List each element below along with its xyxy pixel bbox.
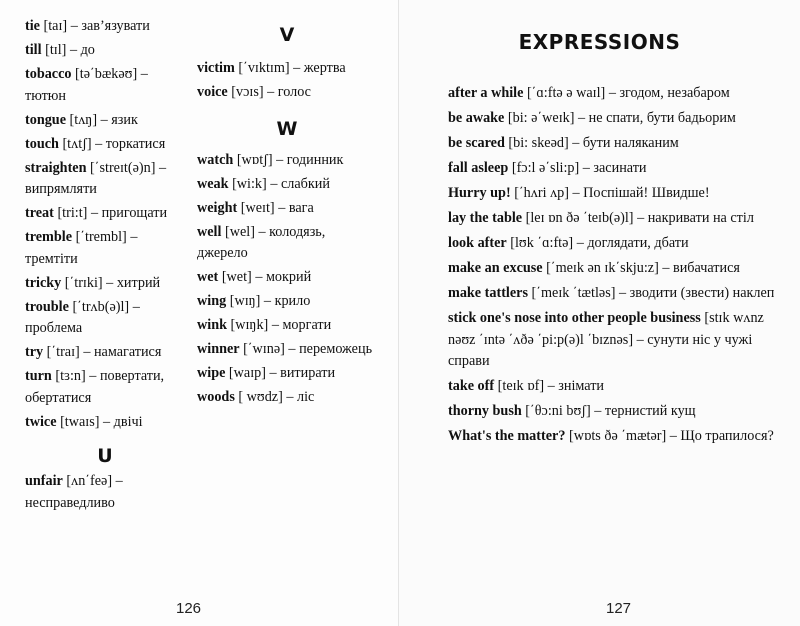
dictionary-entry — [448, 208, 783, 230]
entry-translation: – тютюн — [25, 66, 148, 104]
entry-headword: tricky — [25, 274, 62, 291]
dictionary-entry — [25, 40, 185, 62]
entry-transcription: [΄meɪk ən ɪk΄skju:z] — [546, 260, 659, 276]
entry-transcription: [΄traɪ] — [46, 344, 80, 360]
entry-headword: wet — [197, 269, 219, 285]
dictionary-entry — [25, 227, 185, 270]
entry-transcription: [leɪ ɒn ðə ΄teɪb(ə)l] — [525, 210, 634, 226]
entry-headword: tobacco — [25, 66, 72, 82]
entry-translation: – переможець — [284, 341, 373, 357]
entry-headword: stick one's nose into other people business — [448, 310, 701, 326]
entry-translation: – до — [66, 42, 95, 58]
entry-headword: voice — [197, 84, 228, 100]
entry-transcription: [tʌtʃ] — [62, 135, 92, 152]
entry-headword: twice — [25, 413, 57, 430]
dictionary-entry — [25, 134, 185, 156]
entry-transcription: [teɪk ɒf] — [497, 378, 545, 394]
entry-transcription: [stɪk wʌnz nəʊz ΄ɪntə ΄ʌðə ΄pi:p(ə)l ΄bɪznəs] — [448, 310, 764, 348]
dictionary-list-t — [25, 16, 185, 433]
entry-translation: – несправедливо — [25, 473, 123, 511]
entry-translation: – пригощати — [87, 205, 168, 221]
expressions-list — [448, 83, 783, 448]
entry-transcription: [΄meɪk ΄tætləs] — [531, 285, 616, 301]
entry-translation: – вибачатися — [658, 260, 740, 276]
entry-translation: – проблема — [25, 298, 140, 336]
dictionary-entry — [448, 258, 783, 280]
entry-headword: winner — [197, 341, 240, 357]
entry-transcription: [΄ɑ:ftə ə waɪl] — [526, 85, 606, 101]
entry-translation: – повертати, обертатися — [25, 368, 165, 406]
entry-headword: take off — [448, 378, 495, 394]
entry-translation: – випрямляти — [25, 159, 167, 197]
entry-transcription: [vɔɪs] — [231, 84, 264, 100]
entry-headword: Hurry up! — [448, 185, 511, 201]
entry-translation: – не спати, бути бадьорим — [574, 110, 736, 126]
entry-transcription: [tri:t] — [57, 205, 88, 221]
dictionary-entry — [25, 64, 185, 107]
entry-headword: wink — [197, 317, 227, 333]
entry-transcription: [tʌŋ] — [69, 111, 98, 128]
dictionary-entry — [25, 342, 185, 364]
entry-headword: after a while — [448, 85, 524, 101]
dictionary-entry — [25, 203, 185, 225]
entry-transcription: [waɪp] — [228, 365, 266, 381]
dictionary-list-u — [25, 471, 185, 514]
entry-headword: wing — [197, 293, 227, 309]
page-number-left: 126 — [176, 600, 202, 617]
dictionary-entry — [448, 233, 783, 255]
entry-headword: watch — [197, 151, 234, 168]
dictionary-entry — [197, 267, 377, 289]
dictionary-list-w — [197, 150, 377, 409]
dictionary-entry — [197, 315, 377, 337]
dictionary-entry — [197, 222, 377, 265]
dictionary-entry — [448, 308, 783, 373]
entry-headword: be awake — [448, 110, 505, 126]
entry-headword: well — [197, 223, 222, 240]
entry-headword: treat — [25, 205, 54, 221]
dictionary-entry — [448, 108, 783, 130]
entry-headword: try — [25, 344, 44, 360]
entry-transcription: [wɒtʃ] — [236, 151, 273, 168]
entry-transcription: [bi: skeəd] — [508, 135, 569, 151]
entry-transcription: [tɜ:n] — [55, 368, 86, 384]
dictionary-entry — [197, 363, 377, 385]
dictionary-entry — [448, 183, 783, 205]
entry-transcription: [΄streɪt(ə)n] — [90, 159, 156, 176]
entry-headword: wipe — [197, 365, 226, 381]
dictionary-entry — [448, 158, 783, 180]
entry-translation: – ліс — [282, 389, 315, 405]
dictionary-entry — [197, 150, 377, 172]
dictionary-entry — [25, 158, 185, 201]
entry-translation: – вага — [274, 199, 314, 216]
entry-headword: thorny bush — [448, 403, 522, 419]
entry-translation: – зводити (звести) наклеп — [615, 285, 775, 301]
entry-headword: be scared — [448, 135, 505, 151]
entry-translation: – голос — [263, 84, 311, 100]
entry-headword: lay the table — [448, 210, 523, 226]
entry-headword: touch — [25, 135, 59, 152]
entry-transcription: [fɔ:l ə΄sli:p] — [511, 160, 580, 176]
entry-transcription: [wɪŋ] — [229, 293, 261, 309]
dictionary-entry — [448, 133, 783, 155]
entry-headword: make an excuse — [448, 260, 543, 276]
entry-translation: – витирати — [265, 365, 336, 381]
entry-transcription: [wi:k] — [232, 175, 267, 192]
dictionary-entry — [448, 283, 783, 305]
entry-translation: – Поспішай! Швидше! — [568, 185, 710, 201]
entry-headword: straighten — [25, 159, 87, 176]
entry-headword: victim — [197, 60, 235, 76]
entry-headword: tie — [25, 18, 40, 34]
entry-transcription: [tɪl] — [45, 42, 67, 58]
dictionary-entry — [25, 297, 185, 340]
dictionary-entry — [25, 110, 185, 132]
dictionary-entry — [25, 366, 185, 409]
entry-transcription: [΄hʌri ʌp] — [514, 185, 569, 201]
entry-translation: – мокрий — [251, 269, 312, 285]
section-letter-v: V — [279, 24, 295, 46]
entry-translation: – знімати — [544, 378, 605, 394]
entry-translation: – колодязь, джерело — [197, 223, 326, 261]
entry-translation: – сунути ніс у чужі справи — [448, 331, 753, 369]
entry-translation: – засинати — [579, 160, 647, 176]
section-letter-w: W — [276, 117, 298, 140]
entry-translation: – моргати — [268, 317, 332, 333]
entry-transcription: [wet] — [221, 269, 252, 285]
entry-headword: tremble — [25, 229, 73, 245]
entry-transcription: [΄vɪktɪm] — [238, 60, 290, 76]
entry-transcription: [΄wɪnə] — [243, 341, 285, 357]
dictionary-entry — [25, 412, 185, 434]
dictionary-entry — [197, 58, 377, 80]
entry-transcription: [ wʊdz] — [238, 389, 283, 405]
entry-transcription: [΄trʌb(ə)l] — [72, 298, 130, 315]
entry-translation: – крило — [260, 293, 311, 309]
entry-translation: – тремтіти — [25, 229, 138, 267]
entry-transcription: [΄trɪki] — [64, 274, 103, 291]
dictionary-entry — [197, 387, 377, 409]
entry-translation: – язик — [97, 111, 138, 128]
dictionary-entry — [25, 16, 185, 38]
entry-transcription: [tə΄bækəʊ] — [75, 66, 138, 82]
entry-transcription: [taɪ] — [43, 18, 68, 34]
entry-headword: look after — [448, 235, 507, 251]
entry-translation: – Що трапилося? — [666, 428, 774, 444]
dictionary-entry — [197, 339, 377, 361]
dictionary-entry — [25, 273, 185, 295]
dictionary-entry — [197, 198, 377, 220]
entry-transcription: [wɒts ðə ΄mætər] — [568, 428, 667, 444]
page-number-right: 127 — [606, 600, 632, 617]
entry-translation: – зав’язувати — [67, 18, 150, 34]
entry-translation: – накривати на стіл — [633, 210, 754, 226]
entry-translation: – годинник — [272, 151, 344, 168]
expressions-title: EXPRESSIONS — [518, 30, 681, 54]
entry-translation: – доглядати, дбати — [573, 235, 689, 251]
entry-translation: – двічі — [99, 413, 143, 430]
left-column-2 — [197, 16, 377, 411]
entry-headword: turn — [25, 368, 52, 384]
left-column-1 — [25, 16, 185, 517]
dictionary-entry — [197, 291, 377, 313]
entry-headword: make tattlers — [448, 285, 528, 301]
entry-headword: weak — [197, 175, 229, 192]
entry-transcription: [bi: ə΄weɪk] — [507, 110, 575, 126]
section-letter-u: U — [97, 445, 113, 467]
entry-headword: woods — [197, 389, 235, 405]
entry-transcription: [lʊk ΄ɑ:ftə] — [510, 235, 574, 251]
entry-headword: weight — [197, 199, 238, 216]
dictionary-list-v — [197, 58, 377, 104]
entry-headword: unfair — [25, 473, 63, 489]
entry-headword: fall asleep — [448, 160, 509, 176]
entry-transcription: [΄θɔ:ni bʊʃ] — [525, 403, 591, 419]
entry-translation: – хитрий — [102, 274, 161, 291]
entry-transcription: [΄trembl] — [75, 229, 127, 245]
entry-translation: – торкатися — [91, 135, 166, 152]
entry-headword: What's the matter? — [448, 428, 566, 444]
entry-transcription: [wɪŋk] — [230, 317, 269, 333]
entry-translation: – бути наляканим — [568, 135, 679, 151]
dictionary-entry — [448, 83, 783, 105]
entry-translation: – тернистий кущ — [590, 403, 696, 419]
dictionary-entry — [448, 426, 783, 448]
entry-transcription: [weɪt] — [240, 199, 275, 216]
entry-transcription: [twaɪs] — [60, 413, 100, 430]
entry-translation: – намагатися — [79, 344, 162, 360]
entry-translation: – слабкий — [266, 175, 330, 192]
entry-transcription: [wel] — [224, 223, 255, 240]
dictionary-entry — [448, 376, 783, 398]
entry-translation: – жертва — [289, 60, 346, 76]
dictionary-entry — [448, 401, 783, 423]
dictionary-entry — [197, 82, 377, 104]
entry-headword: trouble — [25, 298, 69, 315]
entry-transcription: [ʌn΄feə] — [66, 473, 113, 489]
expressions-column — [448, 83, 783, 451]
dictionary-entry — [25, 471, 185, 514]
entry-headword: till — [25, 42, 42, 58]
entry-translation: – згодом, незабаром — [605, 85, 730, 101]
entry-headword: tongue — [25, 111, 66, 128]
dictionary-entry — [197, 174, 377, 196]
